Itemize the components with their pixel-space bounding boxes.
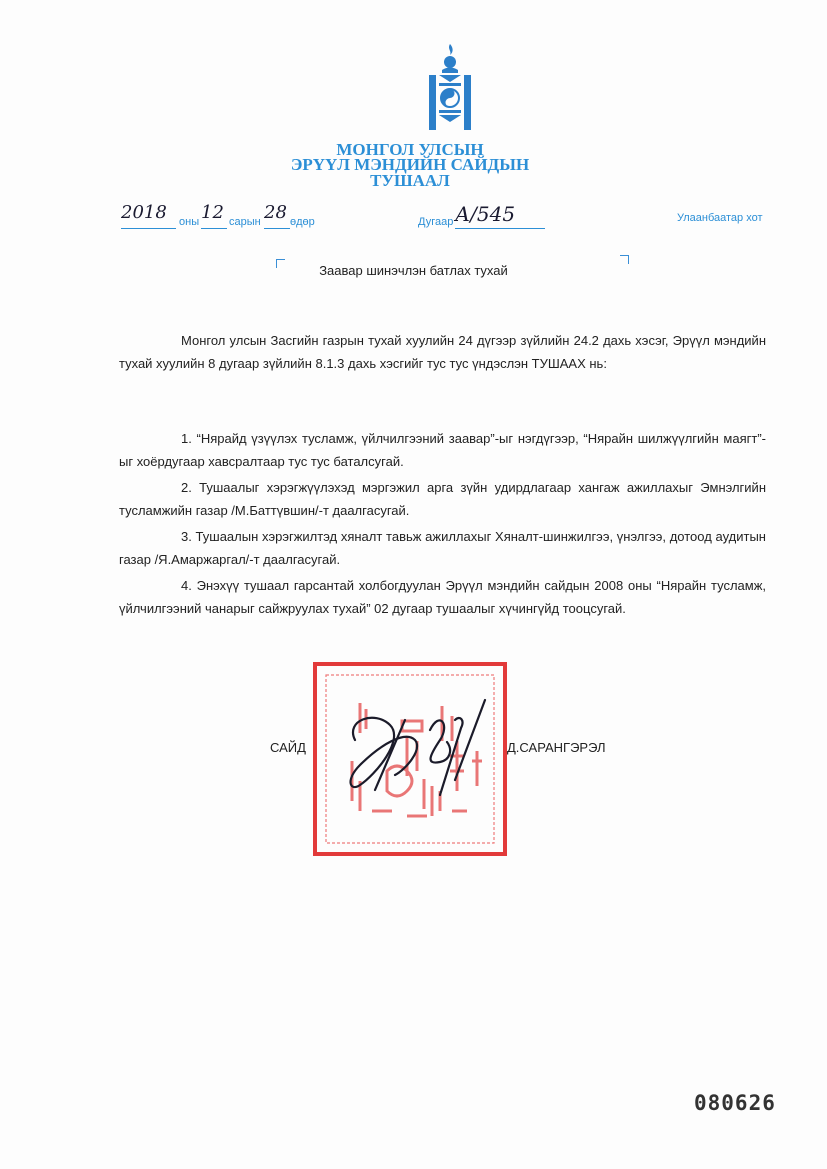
year-label: оны	[179, 216, 200, 228]
month-field	[201, 202, 227, 229]
intro-text: Монгол улсын Засгийн газрын тухай хуулийн 24 дүгээр зүйлийн 24.2 дахь хэсэг, Эрүүл мэндийн тухай хуулийн 8 дугаар зүйлийн 8.1.3 дахь хэсгийг тус тус үндэслэн ТУШААХ нь:	[119, 333, 766, 371]
intro-paragraph	[119, 330, 766, 375]
list-item: 3. Тушаалын хэрэгжилтэд хяналт тавьж ажиллахыг Хяналт-шинжилгээ, үнэлгээ, дотоод аудитын газар /Я.Амаржаргал/-т даалгасугай.	[119, 529, 766, 567]
number-field	[455, 202, 545, 229]
signatory-name: Д.САРАНГЭРЭЛ	[507, 740, 606, 755]
soyombo-emblem-icon	[425, 42, 475, 132]
day-handwritten: 28	[264, 202, 287, 223]
order-items-list	[119, 428, 766, 624]
ministry-heading: ЭРҮҮЛ МЭНДИЙН САЙДЫН	[290, 155, 530, 174]
ministry-country-heading: МОНГОЛ УЛСЫН	[336, 140, 484, 159]
list-item: 1. “Нярайд үзүүлэх тусламж, үйлчилгээний заавар”-ыг нэгдүгээр, “Нярайн шилжүүлгийн маягт”-ыг хоёрдугаар хавсралтаар тус тус баталсугай.	[119, 431, 766, 469]
signatory-title: САЙД	[270, 740, 306, 755]
order-number-handwritten: А/545	[455, 202, 516, 226]
list-item: 2. Тушаалыг хэрэгжүүлэхэд мэргэжил арга зүйн удирдлагаар хангаж ажиллахыг Эмнэлгийн тусламжийн газар /М.Баттүвшин/-т даалгасугай.	[119, 480, 766, 518]
month-label: сарын	[229, 216, 261, 228]
day-field	[264, 202, 290, 229]
list-item: 4. Энэхүү тушаал гарсантай холбогдуулан Эрүүл мэндийн сайдын 2008 оны “Нярайн тусламж, үйлчилгээний чанарыг сайжруулах тухай” 02 дугаар тушаалыг хүчингүйд тооцсугай.	[119, 578, 766, 616]
city-label: Улаанбаатар хот	[677, 212, 763, 224]
order-heading: ТУШААЛ	[370, 171, 450, 190]
day-label: өдөр	[290, 216, 315, 228]
year-field	[121, 202, 176, 229]
year-handwritten: 2018	[121, 202, 167, 223]
month-handwritten: 12	[201, 202, 224, 223]
handwritten-signature	[335, 680, 495, 810]
document-subject: Заавар шинэчлэн батлах тухай	[319, 263, 508, 278]
number-label: Дугаар	[418, 216, 454, 228]
document-serial-number: 080626	[694, 1091, 776, 1115]
